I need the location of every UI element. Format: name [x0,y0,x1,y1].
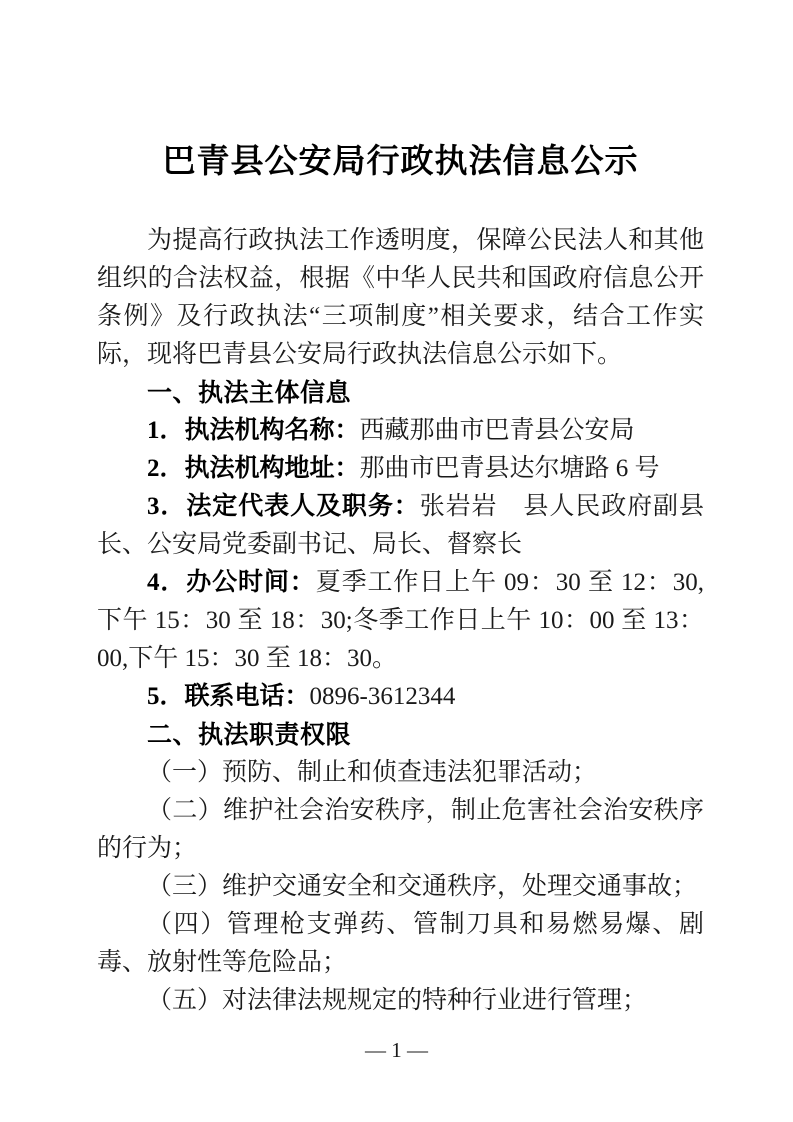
document-body [97,139,704,1020]
page-number: — 1 — [365,1038,428,1062]
duty-item-5: （五）对法律法规规定的特种行业进行管理； [147,987,648,1014]
item-label: 4．办公时间： [147,569,316,596]
info-item-office-hours [97,564,704,678]
item-value: 那曲市巴青县达尔塘路 6 号 [359,455,660,482]
item-label: 1．执法机构名称： [147,417,360,444]
duty-item-1: （一）预防、制止和侦查违法犯罪活动； [147,759,598,786]
item-value: 西藏那曲市巴青县公安局 [359,417,635,444]
item-value: 0896-3612344 [309,683,456,710]
item-value: 夏季工作日上午 09：30 至 12：30,下午 15：30 至 18：30;冬季工作日上午 10：00 至 13：00,下午 15：30 至 18：30。 [97,569,704,672]
info-item-contact-phone [97,678,704,716]
duty-item-2: （二）维护社会治安秩序，制止危害社会治安秩序的行为； [97,797,704,862]
document-title: 巴青县公安局行政执法信息公示 [162,144,639,180]
section-heading-main-body-info: 一、执法主体信息 [147,379,352,407]
info-item-agency-name [97,412,704,450]
intro-paragraph: 为提高行政执法工作透明度，保障公民法人和其他组织的合法权益，根据《中华人民共和国政府信息公开条例》及行政执法“三项制度”相关要求，结合工作实际，现将巴青县公安局行政执法信息公示如下。 [97,227,704,368]
item-label: 2．执法机构地址： [147,455,360,482]
section-heading-duties-powers: 二、执法职责权限 [147,721,352,749]
item-value: 张岩岩 县人民政府副县长、公安局党委副书记、局长、督察长 [97,493,704,558]
duty-item-4: （四）管理枪支弹药、管制刀具和易燃易爆、剧毒、放射性等危险品； [97,911,704,976]
info-item-legal-representative [97,488,704,564]
item-label: 5．联系电话： [147,683,310,710]
info-item-agency-address [97,450,704,488]
item-label: 3．法定代表人及职务： [147,493,420,520]
duty-item-3: （三）维护交通安全和交通秩序，处理交通事故； [147,873,698,900]
